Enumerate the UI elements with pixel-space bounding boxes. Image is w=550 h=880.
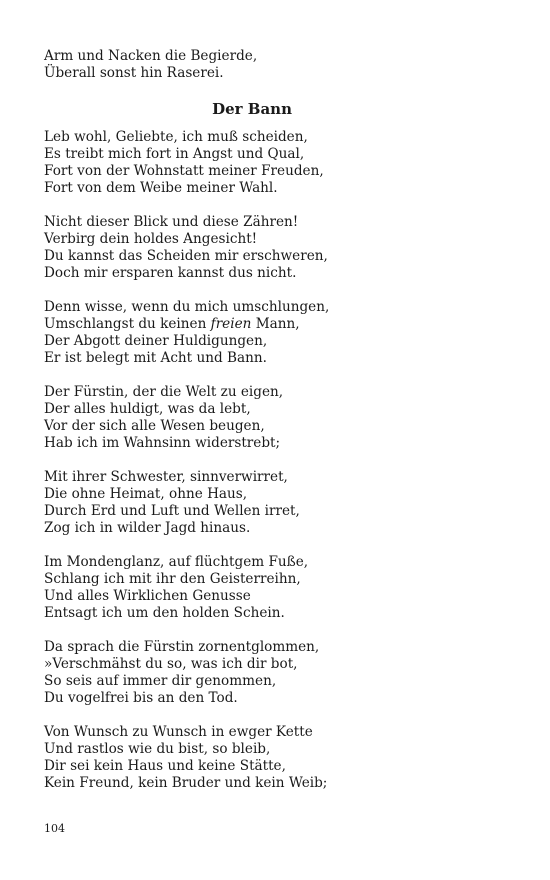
poem-body bbox=[44, 129, 524, 792]
poem-line: Umschlangst du keinen freien Mann, bbox=[44, 316, 300, 332]
poem-line: Fort von dem Weibe meiner Wahl. bbox=[44, 180, 278, 196]
poem-line: Dir sei kein Haus und keine Stätte, bbox=[44, 758, 286, 774]
poem-title: Der Bann bbox=[212, 100, 292, 118]
poem-line: Denn wisse, wenn du mich umschlungen, bbox=[44, 299, 330, 315]
poem-line: Nicht dieser Blick und diese Zähren! bbox=[44, 214, 299, 230]
poem-line: Und rastlos wie du bist, so bleib, bbox=[44, 741, 271, 757]
poem-line: Überall sonst hin Raserei. bbox=[44, 65, 224, 81]
poem-line: Arm und Nacken die Begierde, bbox=[44, 48, 258, 64]
poem-line: Im Mondenglanz, auf flüchtgem Fuße, bbox=[44, 554, 309, 570]
poem-line: Es treibt mich fort in Angst und Qual, bbox=[44, 146, 305, 162]
stanza bbox=[44, 724, 524, 792]
poem-line: Du vogelfrei bis an den Tod. bbox=[44, 690, 238, 706]
poem-line: Vor der sich alle Wesen beugen, bbox=[44, 418, 265, 434]
poem-line: Von Wunsch zu Wunsch in ewger Kette bbox=[44, 724, 313, 740]
stanza bbox=[44, 214, 524, 282]
poem-line: Entsagt ich um den holden Schein. bbox=[44, 605, 285, 621]
poem-line: Mit ihrer Schwester, sinnverwirret, bbox=[44, 469, 288, 485]
stanza bbox=[44, 384, 524, 452]
poem-line: Fort von der Wohnstatt meiner Freuden, bbox=[44, 163, 324, 179]
poem-line: »Verschmähst du so, was ich dir bot, bbox=[44, 656, 298, 672]
stanza bbox=[44, 639, 524, 707]
poem-line: Die ohne Heimat, ohne Haus, bbox=[44, 486, 248, 502]
poem-line: Der Abgott deiner Huldigungen, bbox=[44, 333, 268, 349]
poem-line: Hab ich im Wahnsinn widerstrebt; bbox=[44, 435, 281, 451]
poem-line: Verbirg dein holdes Angesicht! bbox=[44, 231, 258, 247]
poem-line: Der alles huldigt, was da lebt, bbox=[44, 401, 251, 417]
poem-line: Zog ich in wilder Jagd hinaus. bbox=[44, 520, 251, 536]
poem-line: Doch mir ersparen kannst dus nicht. bbox=[44, 265, 297, 281]
page-number: 104 bbox=[44, 822, 65, 835]
poem-line: Da sprach die Fürstin zornentglommen, bbox=[44, 639, 320, 655]
poem-line: So seis auf immer dir genommen, bbox=[44, 673, 277, 689]
stanza bbox=[44, 299, 524, 367]
page-body bbox=[44, 48, 524, 792]
stanza bbox=[44, 554, 524, 622]
poem-line: Er ist belegt mit Acht und Bann. bbox=[44, 350, 267, 366]
poem-line: Leb wohl, Geliebte, ich muß scheiden, bbox=[44, 129, 308, 145]
poem-line: Und alles Wirklichen Genusse bbox=[44, 588, 251, 604]
poem-line: Der Fürstin, der die Welt zu eigen, bbox=[44, 384, 284, 400]
poem-line: Durch Erd und Luft und Wellen irret, bbox=[44, 503, 300, 519]
poem-line: Du kannst das Scheiden mir erschweren, bbox=[44, 248, 328, 264]
emphasized-word: freien bbox=[210, 316, 252, 332]
stanza bbox=[44, 129, 524, 197]
poem-line: Schlang ich mit ihr den Geisterreihn, bbox=[44, 571, 301, 587]
previous-stanza-ending bbox=[44, 48, 524, 82]
poem-line: Kein Freund, kein Bruder und kein Weib; bbox=[44, 775, 328, 791]
stanza bbox=[44, 469, 524, 537]
